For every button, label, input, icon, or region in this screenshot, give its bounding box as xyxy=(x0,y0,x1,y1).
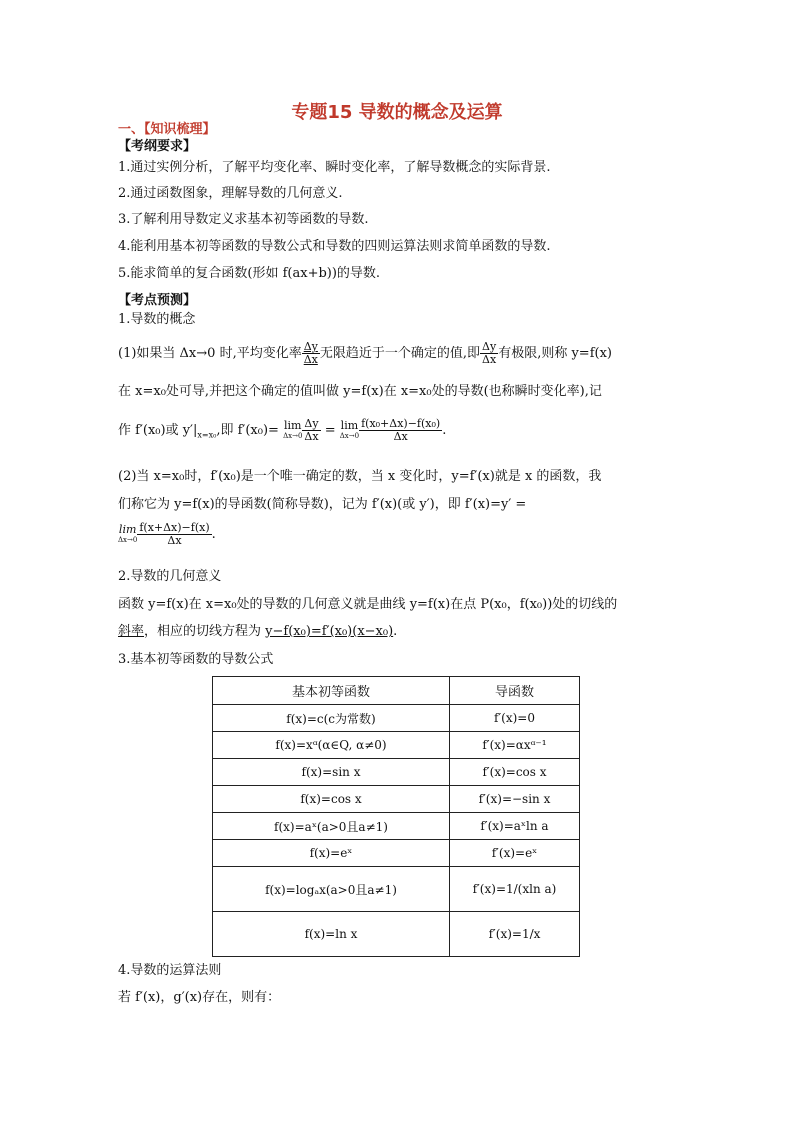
table-cell: f′(x)=aˣln a xyxy=(450,813,580,840)
table-header: 基本初等函数 xyxy=(213,677,450,705)
derivative-limit-line: lim Δx→0 $\frac{f(x+\Delta x)-f(x)}{\Delta x}$ . xyxy=(118,521,216,547)
subsection-heading: 1.导数的概念 xyxy=(118,312,196,327)
subsection-heading: 3.基本初等函数的导数公式 xyxy=(118,652,274,667)
table-cell: f(x)=sin x xyxy=(213,759,450,786)
syllabus-heading: 【考纲要求】 xyxy=(118,139,197,154)
derivative-definition-line-2: 在 x=x₀处可导,并把这个确定的值叫做 y=f(x)在 x=x₀处的导数(也称瞬时变化率),记 xyxy=(118,384,602,399)
table-header: 导函数 xyxy=(450,677,580,705)
limit-symbol-3: lim Δx→0 xyxy=(118,522,138,544)
requirement-item: 1.通过实例分析，了解平均变化率、瞬时变化率，了解导数概念的实际背景. xyxy=(118,160,551,175)
table-cell: f′(x)=cos x xyxy=(450,759,580,786)
derivative-function-line: (2)当 x=x₀时，f′(x₀)是一个唯一确定的数，当 x 变化时，y=f′(x)就是 x 的函数，我 xyxy=(118,469,602,484)
requirement-item: 4.能利用基本初等函数的导数公式和导数的四则运算法则求简单函数的导数. xyxy=(118,239,551,254)
table-cell: f(x)=logₐx(a>0且a≠1) xyxy=(213,867,450,912)
table-cell: f(x)=ln x xyxy=(213,912,450,957)
limit-symbol: lim Δx→0 xyxy=(283,418,303,440)
limit-fraction-long: $\frac{\text{f(x₀+Δx)−f(x₀)}}{\Delta x}$ xyxy=(361,417,441,443)
table-cell: f′(x)=1/(xln a) xyxy=(450,867,580,912)
table-cell: f′(x)=eˣ xyxy=(450,840,580,867)
table-cell: f(x)=c(c为常数) xyxy=(213,705,450,732)
derivative-definition-line: (1)如果当 Δx→0 时,平均变化率 $\frac{\Delta y}{\Delta x}$ 无限趋近于一个确定的值,即 $\frac{\Delta y}{\Delta x}$ 有极限,则称 y=f(x) xyxy=(118,340,612,366)
table-row xyxy=(213,786,580,813)
table-cell: f′(x)=αxᵅ⁻¹ xyxy=(450,732,580,759)
table-row xyxy=(213,840,580,867)
derivative-function-line-2: 们称它为 y=f(x)的导函数(简称导数)，记为 f′(x)(或 y′)，即 f′(x)=y′ = xyxy=(118,497,527,512)
table-row xyxy=(213,759,580,786)
requirement-item: 3.了解利用导数定义求基本初等函数的导数. xyxy=(118,212,369,227)
subsection-heading: 2.导数的几何意义 xyxy=(118,569,222,584)
page-title: 专题15 导数的概念及运算 xyxy=(291,102,503,123)
derivative-limit-fraction: $\frac{f(x+\Delta x)-f(x)}{\Delta x}$ xyxy=(139,521,210,547)
avg-rate-fraction-2: $\frac{\Delta y}{\Delta x}$ xyxy=(482,340,497,366)
table-header-row xyxy=(213,677,580,705)
prediction-heading: 【考点预测】 xyxy=(118,293,197,308)
table-cell: f′(x)=−sin x xyxy=(450,786,580,813)
table-cell: f(x)=eˣ xyxy=(213,840,450,867)
derivative-notation-line: 作 f′(x₀)或 $y'|_{x=x_0}$,即 f′(x₀)= lim Δx→0 $\frac{\Delta y}{\Delta x}$ = lim Δx→0 $\frac{\text{f(x₀+Δx)−f(x₀)}}{\Delta x}$ . xyxy=(118,417,447,443)
subsection-heading: 4.导数的运算法则 xyxy=(118,963,222,978)
geometric-meaning-line-2: 斜率，相应的切线方程为 y−f(x₀)=f′(x₀)(x−x₀). xyxy=(118,624,398,639)
section-heading: 一、【知识梳理】 xyxy=(118,122,216,137)
table-row xyxy=(213,867,580,912)
avg-rate-fraction: $\frac{\Delta y}{\Delta x}$ xyxy=(303,340,318,366)
geometric-meaning-line: 函数 y=f(x)在 x=x₀处的导数的几何意义就是曲线 y=f(x)在点 P(x₀，f(x₀))处的切线的 xyxy=(118,597,618,612)
table-cell: f(x)=xᵅ(α∈Q, α≠0) xyxy=(213,732,450,759)
derivative-formula-table xyxy=(212,676,580,957)
operation-rule-line: 若 f′(x)，g′(x)存在，则有： xyxy=(118,990,281,1005)
table-row xyxy=(213,705,580,732)
table-cell: f′(x)=1/x xyxy=(450,912,580,957)
table-cell: f(x)=aˣ(a>0且a≠1) xyxy=(213,813,450,840)
table-cell: f′(x)=0 xyxy=(450,705,580,732)
limit-symbol-2: lim Δx→0 xyxy=(339,418,360,440)
table-row xyxy=(213,813,580,840)
limit-fraction-short: $\frac{\Delta y}{\Delta x}$ xyxy=(304,417,319,443)
requirement-item: 5.能求简单的复合函数(形如 f(ax+b))的导数. xyxy=(118,266,381,281)
requirement-item: 2.通过函数图象，理解导数的几何意义. xyxy=(118,186,343,201)
table-row xyxy=(213,732,580,759)
table-cell: f(x)=cos x xyxy=(213,786,450,813)
table-row xyxy=(213,912,580,957)
